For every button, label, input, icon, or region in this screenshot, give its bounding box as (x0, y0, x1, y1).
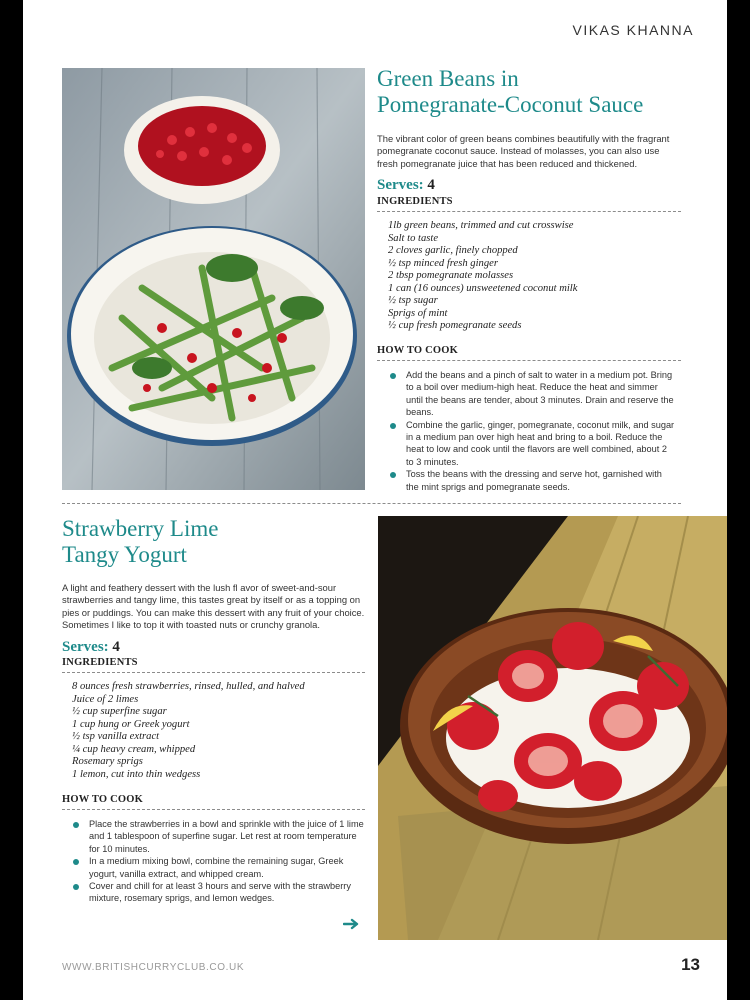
recipe2-ingredients-heading: INGREDIENTS (62, 657, 138, 668)
recipe2-serves-label: Serves: (62, 639, 109, 655)
recipe1-how-divider (377, 360, 681, 361)
author-name: VIKAS KHANNA (572, 22, 694, 38)
recipe2-title-line1: Strawberry Lime (62, 516, 219, 541)
strawberry-yogurt-image (378, 516, 727, 940)
step-item: Toss the beans with the dressing and serve hot, garnished with the mint sprigs and pomegranate seeds. (386, 468, 676, 493)
ingredient-item: 1 can (16 ounces) unsweetened coconut milk (388, 282, 578, 294)
step-item: Combine the garlic, ginger, pomegranate, coconut milk, and sugar in a medium pan over high heat and bring to a boil. Reduce the heat to low and cook until the flavors are well combined, about 2 to 3 minutes. (386, 419, 676, 469)
ingredient-item: ¼ cup heavy cream, whipped (72, 743, 196, 755)
ingredient-item: Sprigs of mint (388, 307, 448, 319)
recipe2-title-line2: Tangy Yogurt (62, 542, 187, 567)
recipe1-serves-label: Serves: (377, 177, 424, 193)
recipe1-bottom-divider (62, 503, 681, 504)
recipe2-ingredients-list (72, 681, 362, 781)
recipe2-serves-value: 4 (112, 639, 120, 655)
recipe1-how-heading: HOW TO COOK (377, 345, 458, 356)
recipe1-ingredients-heading: INGREDIENTS (377, 196, 453, 207)
ingredient-item: Juice of 2 limes (72, 693, 139, 705)
recipe1-title-line2: Pomegranate-Coconut Sauce (377, 92, 644, 117)
recipe2-title (62, 516, 362, 568)
ingredient-item: ½ tsp sugar (388, 295, 438, 306)
recipe1-intro: The vibrant color of green beans combines beautifully with the fragrant pomegranate coconut sauce. Instead of molasses, you can also use fresh pomegranate juice that has been reduced and thickened. (377, 133, 670, 169)
step-item: In a medium mixing bowl, combine the remaining sugar, Greek yogurt, vanilla extract, and whipped cream. (69, 855, 364, 880)
ingredient-item: 2 tbsp pomegranate molasses (388, 270, 514, 281)
recipe2-steps-list (69, 818, 364, 905)
ingredient-item: Rosemary sprigs (72, 756, 143, 767)
ingredient-item: ½ cup fresh pomegranate seeds (388, 320, 522, 331)
ingredient-item: 8 ounces fresh strawberries, rinsed, hulled, and halved (72, 681, 305, 692)
strawberry-yogurt-photo (378, 516, 727, 940)
green-beans-image (62, 68, 365, 490)
ingredient-item: ½ cup superfine sugar (72, 706, 167, 717)
recipe2-how-heading: HOW TO COOK (62, 794, 143, 805)
ingredient-item: 2 cloves garlic, finely chopped (388, 245, 518, 256)
step-item: Place the strawberries in a bowl and sprinkle with the juice of 1 lime and 1 tablespoon of superfine sugar. Let rest at room temperature for 10 minutes. (69, 818, 364, 855)
step-item: Add the beans and a pinch of salt to water in a medium pot. Bring to a boil over medium-high heat. Reduce the heat and simmer until the beans are tender, about 3 minutes. Drain and reserve the beans. (386, 369, 676, 419)
recipe2-intro: A light and feathery dessert with the lush fl avor of sweet-and-sour strawberries and tangy lime, this tastes great by itself or as a topping on pies or puddings. You can make this dessert with any fruit of your choice. Sometimes I like to top it with toasted nuts or crunchy granola. (62, 582, 365, 631)
page-number: 13 (681, 955, 700, 974)
recipe2-serves (62, 639, 120, 656)
step-item: Cover and chill for at least 3 hours and serve with the strawberry mixture, rosemary sprigs, and lemon wedges. (69, 880, 364, 905)
recipe2-ingredients-divider (62, 672, 365, 673)
recipe1-steps-list (386, 369, 676, 493)
recipe1-ingredients-divider (377, 211, 681, 212)
recipe1-title-line1: Green Beans in (377, 66, 519, 91)
recipe1-serves (377, 177, 435, 194)
ingredient-item: ½ tsp minced fresh ginger (388, 257, 498, 269)
ingredient-item: 1 lemon, cut into thin wedgess (72, 768, 201, 780)
magazine-page (23, 0, 727, 1000)
ingredient-item: Salt to taste (388, 232, 439, 244)
recipe2-how-divider (62, 809, 365, 810)
ingredient-item: ½ tsp vanilla extract (72, 731, 160, 742)
recipe1-title (377, 66, 717, 118)
green-beans-photo (62, 68, 365, 490)
recipe1-ingredients-list (388, 220, 688, 333)
ingredient-item: 1lb green beans, trimmed and cut crosswise (388, 220, 574, 231)
footer-website-url: WWW.BRITISHCURRYCLUB.CO.UK (62, 962, 245, 973)
ingredient-item: 1 cup hung or Greek yogurt (72, 718, 190, 730)
recipe1-serves-value: 4 (427, 177, 435, 193)
continue-arrow-icon (343, 918, 361, 930)
